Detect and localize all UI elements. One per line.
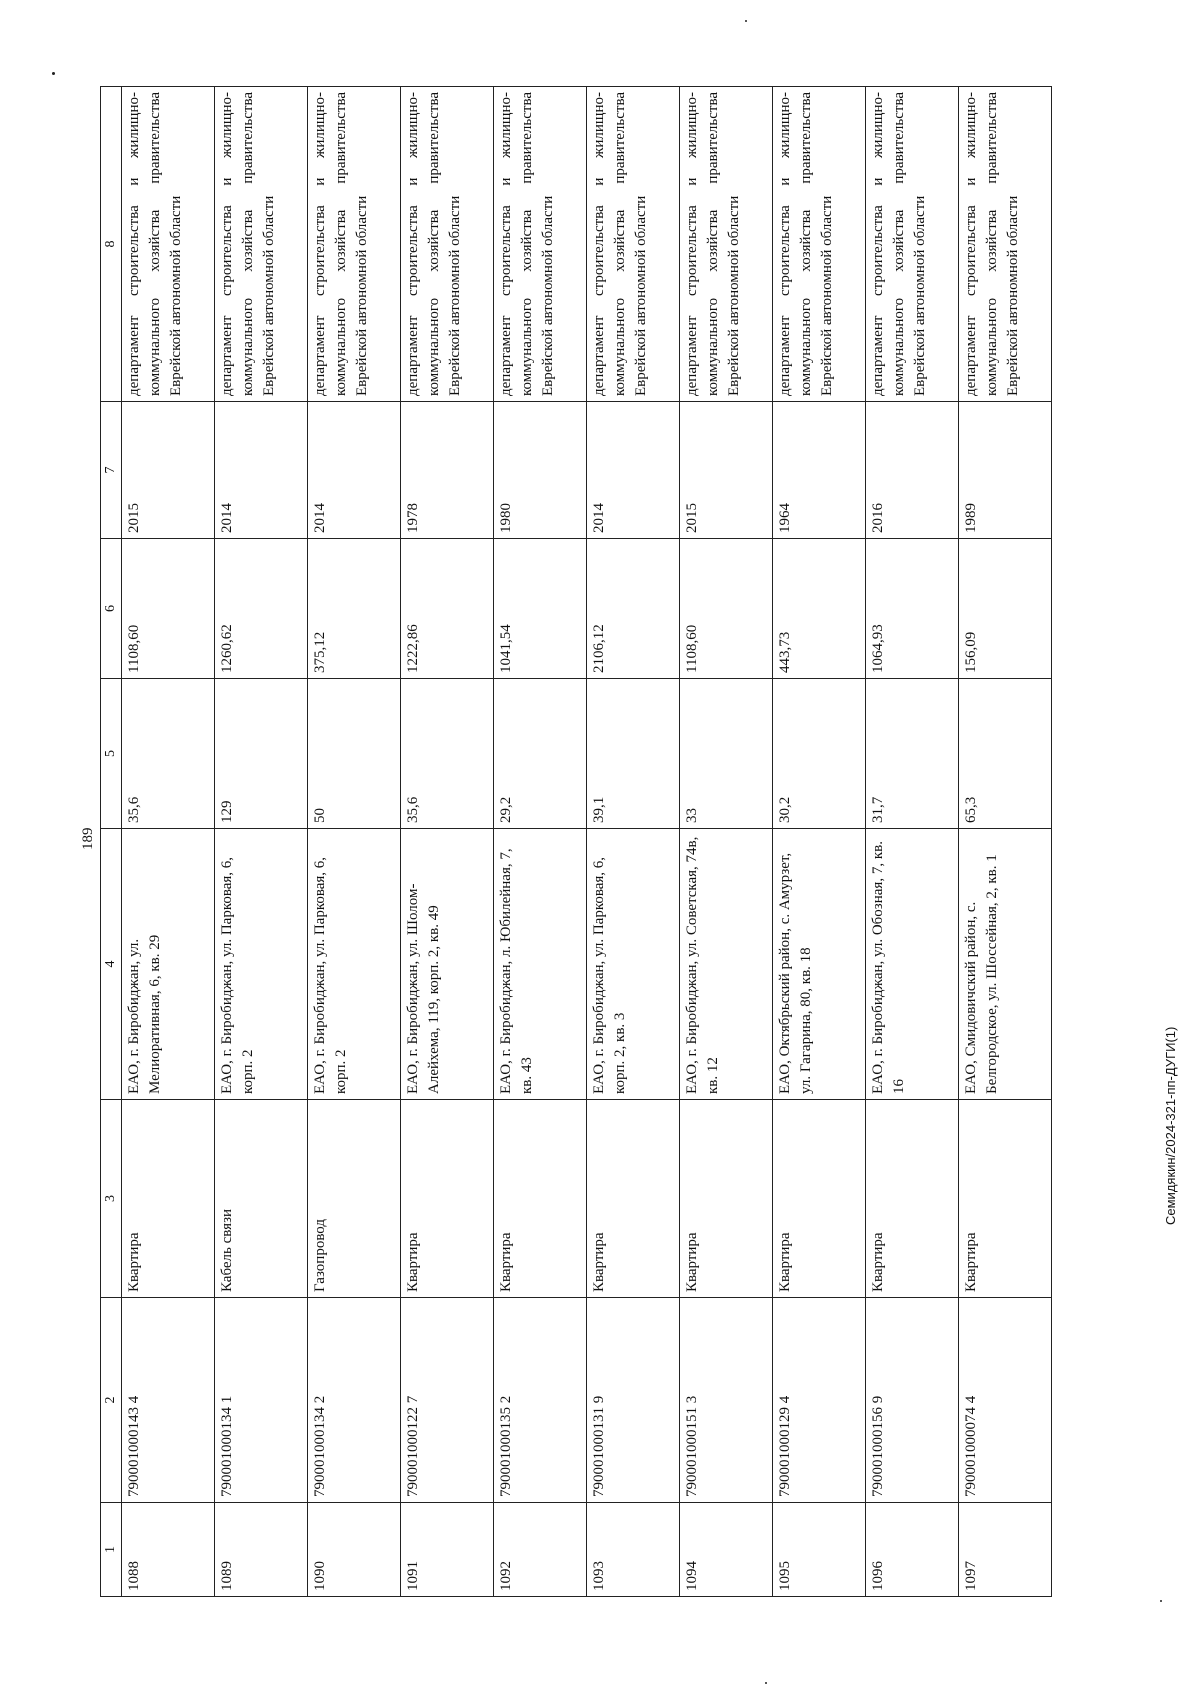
value: 1108,60 (122, 539, 215, 679)
row-number: 1094 (680, 1503, 773, 1597)
registry-code: 790001000122 7 (401, 1298, 494, 1503)
year: 1978 (401, 402, 494, 539)
table-row (680, 87, 773, 1597)
footer-document-reference: Семидякин/2024-321-пп-ДУГИ(1) (1163, 1026, 1178, 1225)
year: 2014 (308, 402, 401, 539)
scan-speck (745, 20, 747, 22)
value: 2106,12 (587, 539, 680, 679)
object-type: Квартира (680, 1100, 773, 1298)
area: 30,2 (773, 679, 866, 829)
scan-speck (52, 72, 55, 75)
year: 1980 (494, 402, 587, 539)
registry-code: 790001000156 9 (866, 1298, 959, 1503)
object-type: Квартира (401, 1100, 494, 1298)
scan-speck (1160, 1600, 1162, 1602)
value: 1064,93 (866, 539, 959, 679)
registry-code: 790001000143 4 (122, 1298, 215, 1503)
address: ЕАО, Октябрьский район, с. Амурзет, ул. Гагарина, 80, кв. 18 (773, 829, 866, 1100)
address: ЕАО, Смидовичский район, с. Белгородское, ул. Шоссейная, 2, кв. 1 (959, 829, 1052, 1100)
registry-code: 790001000074 4 (959, 1298, 1052, 1503)
address: ЕАО, г. Биробиджан, ул. Шолом-Алейхема, 119, корп. 2, кв. 49 (401, 829, 494, 1100)
table-row (866, 87, 959, 1597)
value: 156,09 (959, 539, 1052, 679)
holder: департамент строительства и жилищно-коммунального хозяйства правительства Еврейской автономной области (215, 87, 308, 402)
column-header: 2 (101, 1298, 122, 1503)
area: 65,3 (959, 679, 1052, 829)
holder: департамент строительства и жилищно-коммунального хозяйства правительства Еврейской автономной области (401, 87, 494, 402)
address: ЕАО, г. Биробиджан, ул. Парковая, 6, корп. 2 (308, 829, 401, 1100)
rotated-table-container (100, 87, 1080, 1597)
page-number: 189 (80, 827, 96, 850)
area: 29,2 (494, 679, 587, 829)
object-type: Квартира (494, 1100, 587, 1298)
table-header (101, 87, 122, 1597)
column-header: 3 (101, 1100, 122, 1298)
table-row (215, 87, 308, 1597)
year: 2016 (866, 402, 959, 539)
object-type: Квартира (773, 1100, 866, 1298)
column-header: 1 (101, 1503, 122, 1597)
year: 1964 (773, 402, 866, 539)
row-number: 1092 (494, 1503, 587, 1597)
column-header: 6 (101, 539, 122, 679)
holder: департамент строительства и жилищно-коммунального хозяйства правительства Еврейской автономной области (680, 87, 773, 402)
holder: департамент строительства и жилищно-коммунального хозяйства правительства Еврейской автономной области (866, 87, 959, 402)
object-type: Газопровод (308, 1100, 401, 1298)
table-row (773, 87, 866, 1597)
table-row (308, 87, 401, 1597)
area: 50 (308, 679, 401, 829)
scan-speck (765, 1682, 767, 1684)
holder: департамент строительства и жилищно-коммунального хозяйства правительства Еврейской автономной области (773, 87, 866, 402)
year: 2015 (122, 402, 215, 539)
registry-code: 790001000134 2 (308, 1298, 401, 1503)
address: ЕАО, г. Биробиджан, ул. Мелиоративная, 6, кв. 29 (122, 829, 215, 1100)
year: 2014 (215, 402, 308, 539)
registry-code: 790001000129 4 (773, 1298, 866, 1503)
registry-code: 790001000131 9 (587, 1298, 680, 1503)
object-type: Квартира (587, 1100, 680, 1298)
value: 1108,60 (680, 539, 773, 679)
address: ЕАО, г. Биробиджан, ул. Обозная, 7, кв. 16 (866, 829, 959, 1100)
area: 129 (215, 679, 308, 829)
address: ЕАО, г. Биробиджан, л. Юбилейная, 7, кв. 43 (494, 829, 587, 1100)
object-type: Квартира (959, 1100, 1052, 1298)
row-number: 1091 (401, 1503, 494, 1597)
object-type: Кабель связи (215, 1100, 308, 1298)
table-row (401, 87, 494, 1597)
table-row (494, 87, 587, 1597)
address: ЕАО, г. Биробиджан, ул. Советская, 74в, кв. 12 (680, 829, 773, 1100)
holder: департамент строительства и жилищно-коммунального хозяйства правительства Еврейской автономной области (122, 87, 215, 402)
object-type: Квартира (866, 1100, 959, 1298)
row-number: 1096 (866, 1503, 959, 1597)
year: 2014 (587, 402, 680, 539)
row-number: 1095 (773, 1503, 866, 1597)
table-row (587, 87, 680, 1597)
holder: департамент строительства и жилищно-коммунального хозяйства правительства Еврейской автономной области (494, 87, 587, 402)
row-number: 1088 (122, 1503, 215, 1597)
row-number: 1089 (215, 1503, 308, 1597)
area: 33 (680, 679, 773, 829)
registry-code: 790001000135 2 (494, 1298, 587, 1503)
value: 1222,86 (401, 539, 494, 679)
value: 375,12 (308, 539, 401, 679)
property-register-table (100, 86, 1052, 1597)
column-header: 7 (101, 402, 122, 539)
area: 35,6 (122, 679, 215, 829)
table-row (959, 87, 1052, 1597)
address: ЕАО, г. Биробиджан, ул. Парковая, 6, корп. 2, кв. 3 (587, 829, 680, 1100)
holder: департамент строительства и жилищно-коммунального хозяйства правительства Еврейской автономной области (308, 87, 401, 402)
year: 1989 (959, 402, 1052, 539)
row-number: 1097 (959, 1503, 1052, 1597)
value: 1041,54 (494, 539, 587, 679)
address: ЕАО, г. Биробиджан, ул. Парковая, 6, корп. 2 (215, 829, 308, 1100)
holder: департамент строительства и жилищно-коммунального хозяйства правительства Еврейской автономной области (587, 87, 680, 402)
year: 2015 (680, 402, 773, 539)
registry-code: 790001000134 1 (215, 1298, 308, 1503)
registry-code: 790001000151 3 (680, 1298, 773, 1503)
value: 443,73 (773, 539, 866, 679)
column-header: 4 (101, 829, 122, 1100)
table-body (122, 87, 1052, 1597)
table-row (122, 87, 215, 1597)
value: 1260,62 (215, 539, 308, 679)
row-number: 1093 (587, 1503, 680, 1597)
holder: департамент строительства и жилищно-коммунального хозяйства правительства Еврейской автономной области (959, 87, 1052, 402)
area: 35,6 (401, 679, 494, 829)
object-type: Квартира (122, 1100, 215, 1298)
column-header: 8 (101, 87, 122, 402)
column-header: 5 (101, 679, 122, 829)
area: 31,7 (866, 679, 959, 829)
row-number: 1090 (308, 1503, 401, 1597)
area: 39,1 (587, 679, 680, 829)
